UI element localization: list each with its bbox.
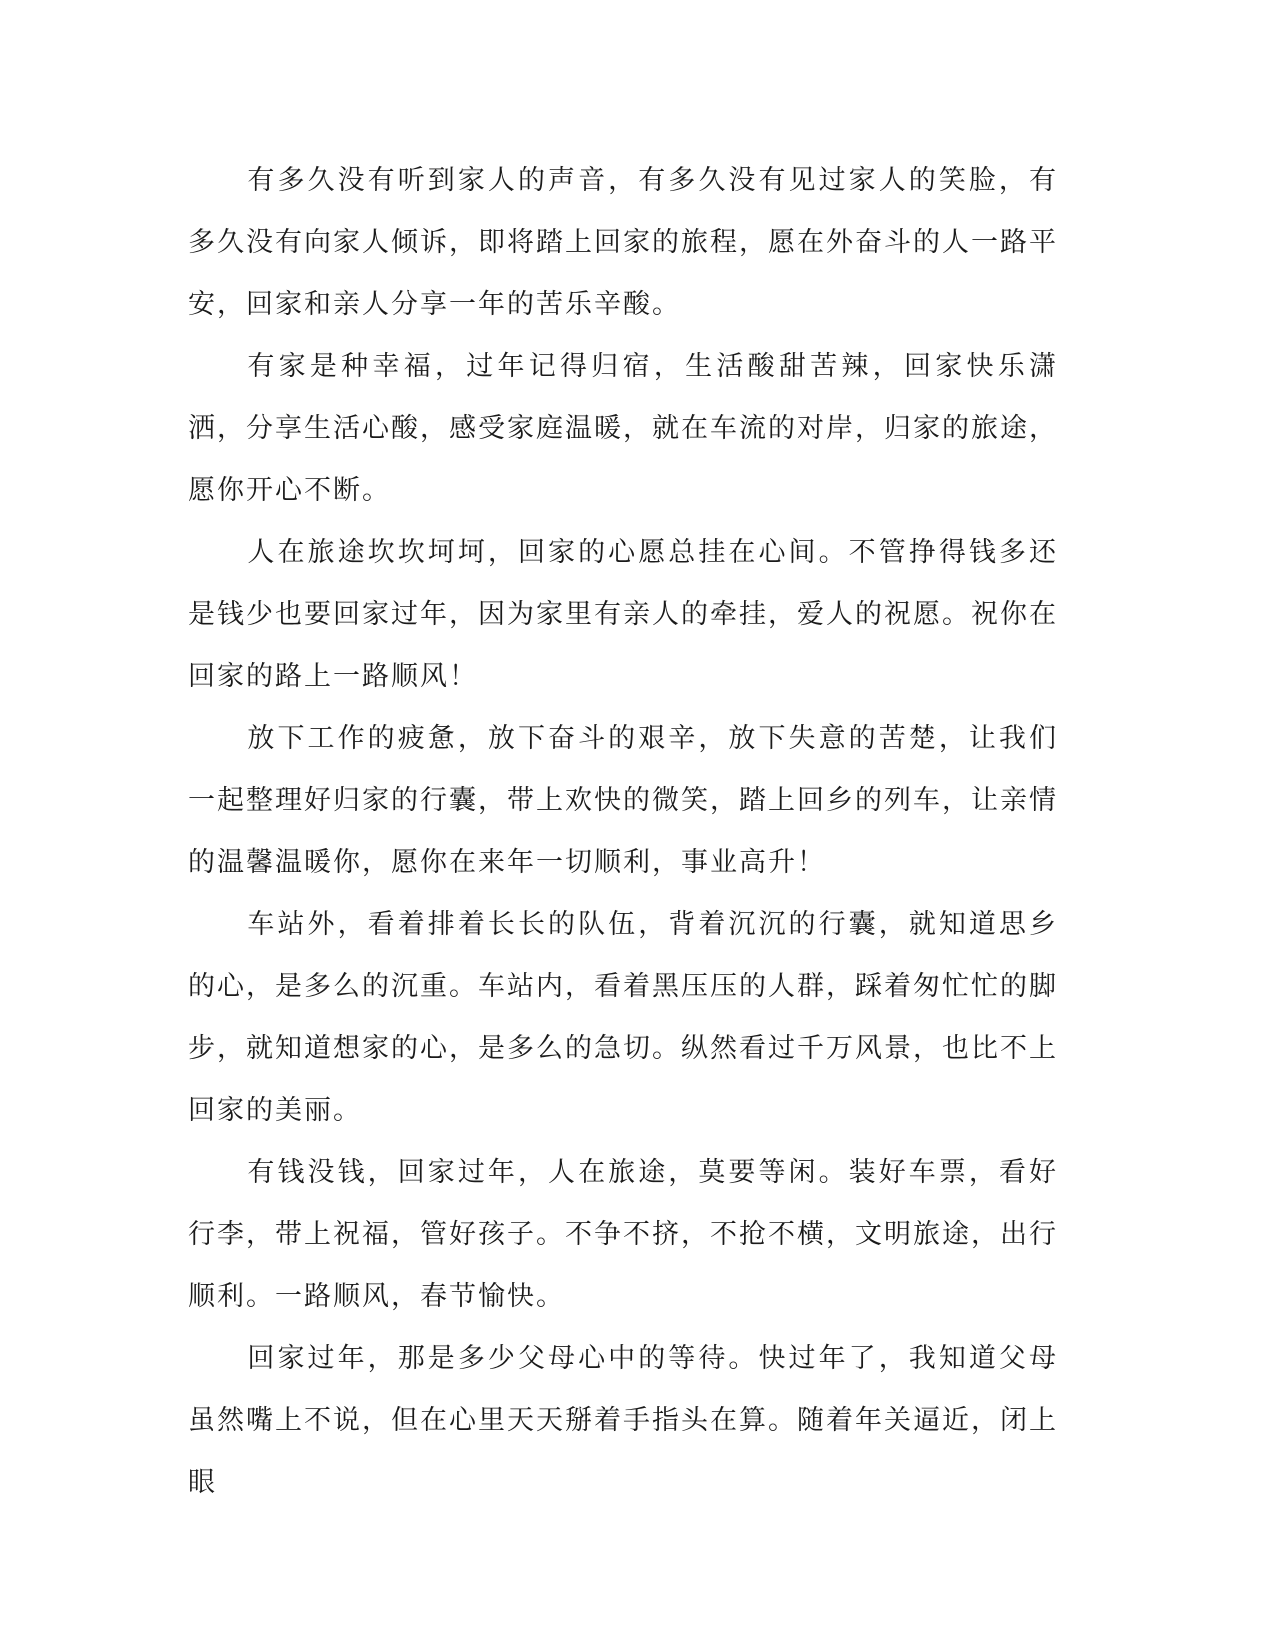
paragraph-1: 有多久没有听到家人的声音，有多久没有见过家人的笑脸，有多久没有向家人倾诉，即将踏上回家的旅程，愿在外奋斗的人一路平安，回家和亲人分享一年的苦乐辛酸。: [188, 165, 1058, 320]
paragraph-3: 人在旅途坎坎坷坷，回家的心愿总挂在心间。不管挣得钱多还是钱少也要回家过年，因为家里有亲人的牵挂，爱人的祝愿。祝你在回家的路上一路顺风！: [188, 537, 1058, 692]
paragraph-6: 有钱没钱，回家过年，人在旅途，莫要等闲。装好车票，看好行李，带上祝福，管好孩子。不争不挤，不抢不横，文明旅途，出行顺利。一路顺风，春节愉快。: [188, 1157, 1058, 1312]
paragraph-2: 有家是种幸福，过年记得归宿，生活酸甜苦辣，回家快乐潇洒，分享生活心酸，感受家庭温暖，就在车流的对岸，归家的旅途，愿你开心不断。: [188, 351, 1058, 506]
paragraph-4: 放下工作的疲惫，放下奋斗的艰辛，放下失意的苦楚，让我们一起整理好归家的行囊，带上欢快的微笑，踏上回乡的列车，让亲情的温馨温暖你，愿你在来年一切顺利，事业高升！: [188, 723, 1058, 878]
document-body: [188, 150, 1058, 1514]
paragraph-7: 回家过年，那是多少父母心中的等待。快过年了，我知道父母虽然嘴上不说，但在心里天天掰着手指头在算。随着年关逼近，闭上眼: [188, 1343, 1058, 1498]
paragraph-5: 车站外，看着排着长长的队伍，背着沉沉的行囊，就知道思乡的心，是多么的沉重。车站内，看着黑压压的人群，踩着匆忙忙的脚步，就知道想家的心，是多么的急切。纵然看过千万风景，也比不上回家的美丽。: [188, 909, 1058, 1126]
